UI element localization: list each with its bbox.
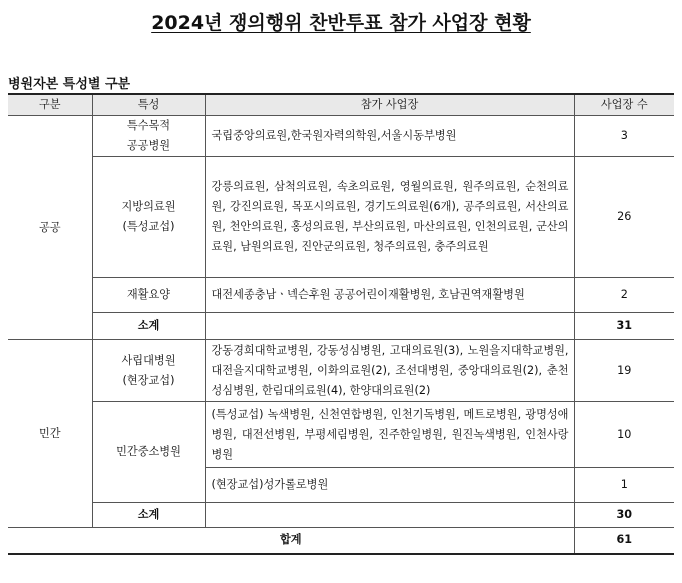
type-line: (현장교섭)	[122, 373, 175, 387]
group-public: 공공	[8, 116, 92, 340]
table-row-subtotal	[8, 503, 674, 528]
hospitals-regional: 강릉의료원, 삼척의료원, 속초의료원, 영월의료원, 원주의료원, 순천의료원, 강진의료원, 목포시의료원, 경기도의료원(6개), 공주의료원, 서산의료원, 천안의료원, 홍성의료원, 부산의료원, 마산의료원, 인천의료원, 군산의료원, 남원의료원, 진안군의료원, 청주의료원, 충주의료원	[205, 157, 574, 278]
table-row	[8, 340, 674, 402]
count-small-special: 10	[574, 402, 674, 468]
page-title-text: 2024년 쟁의행위 찬반투표 참가 사업장 현황	[151, 12, 531, 34]
type-regional	[92, 157, 205, 278]
table-row	[8, 157, 674, 278]
total-count: 61	[574, 528, 674, 554]
empty-cell	[205, 313, 574, 340]
table-row	[8, 278, 674, 313]
table-row-total	[8, 528, 674, 554]
type-line: 공공병원	[126, 139, 171, 152]
type-line: 사립대병원	[121, 353, 176, 367]
participation-table	[8, 93, 674, 555]
type-special-public	[92, 116, 205, 157]
page-title	[0, 8, 682, 35]
type-line: 특수목적	[126, 119, 171, 132]
count-rehab: 2	[574, 278, 674, 313]
table-row	[8, 402, 674, 468]
header-type: 특성	[92, 94, 205, 116]
type-rehab: 재활요양	[92, 278, 205, 313]
hospitals-rehab: 대전세종충남ㆍ넥슨후원 공공어린이재활병원, 호남권역재활병원	[205, 278, 574, 313]
table-row-subtotal	[8, 313, 674, 340]
header-hospitals: 참가 사업장	[205, 94, 574, 116]
total-label: 합계	[8, 528, 574, 554]
hospitals-university: 강동경희대학교병원, 강동성심병원, 고대의료원(3), 노원을지대학교병원, 대전을지대학교병원, 이화의료원(2), 조선대병원, 중앙대의료원(2), 춘천성심병원, 한림대의료원(4), 한양대의료원(2)	[205, 340, 574, 402]
count-special-public: 3	[574, 116, 674, 157]
subtotal-public: 31	[574, 313, 674, 340]
type-university	[92, 340, 205, 402]
hospitals-special-public: 국립중앙의료원,한국원자력의학원,서울시동부병원	[205, 116, 574, 157]
type-line: 지방의료원	[121, 200, 176, 213]
header-group: 구분	[8, 94, 92, 116]
type-small-private: 민간중소병원	[92, 402, 205, 503]
count-university: 19	[574, 340, 674, 402]
subtotal-private: 30	[574, 503, 674, 528]
hospitals-small-special: (특성교섭) 녹색병원, 신천연합병원, 인천기독병원, 메트로병원, 광명성애병원, 대전선병원, 부평세림병원, 진주한일병원, 원진녹색병원, 인천사랑병원	[205, 402, 574, 468]
count-small-site: 1	[574, 468, 674, 503]
hospitals-small-site: (현장교섭)성가롤로병원	[205, 468, 574, 503]
group-private: 민간	[8, 340, 92, 528]
empty-cell	[205, 503, 574, 528]
count-regional: 26	[574, 157, 674, 278]
table-row	[8, 116, 674, 157]
section-subtitle: 병원자본 특성별 구분	[8, 77, 131, 92]
subtotal-label-public: 소계	[92, 313, 205, 340]
type-line: (특성교섭)	[122, 220, 175, 233]
subtotal-label-private: 소계	[92, 503, 205, 528]
header-count: 사업장 수	[574, 94, 674, 116]
table-header-row	[8, 94, 674, 116]
